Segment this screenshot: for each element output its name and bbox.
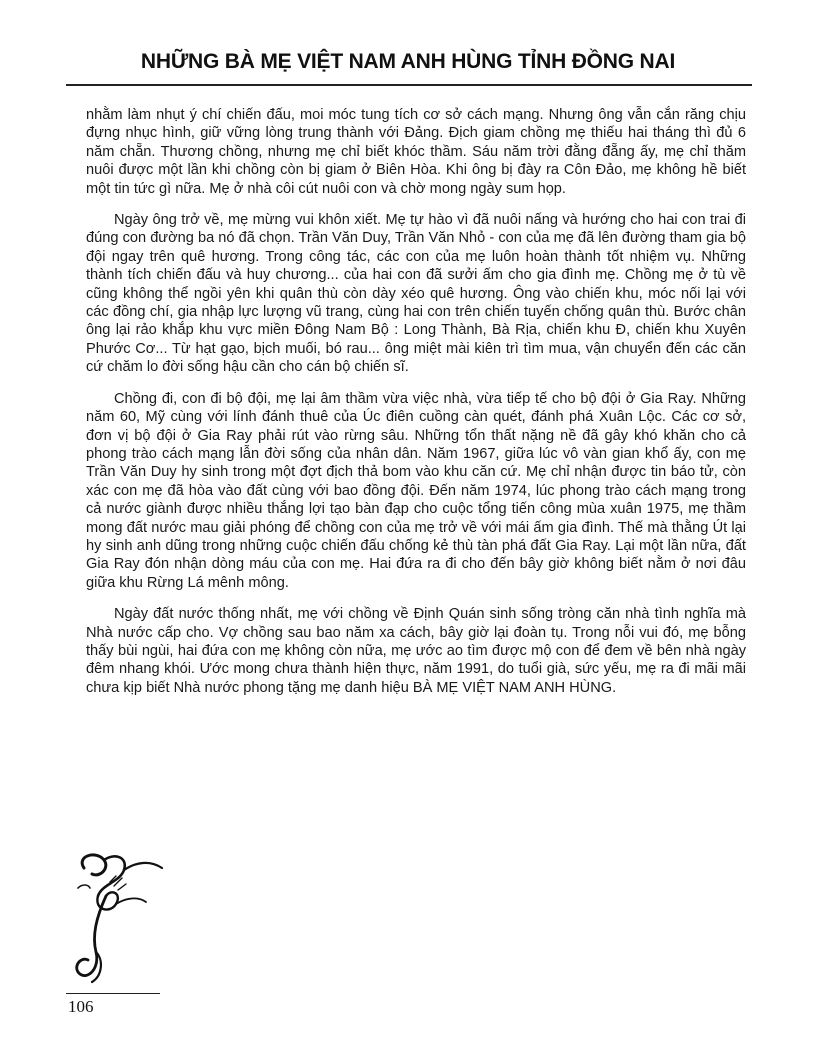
paragraph-3: Chồng đi, con đi bộ đội, mẹ lại âm thầm vừa việc nhà, vừa tiếp tế cho bộ đội ở Gia Ray. Những năm 60, Mỹ cùng với lính đánh thuê của Úc điên cuồng càn quét, đánh phá Xuân Lộc. Các cơ sở, đơn vị bộ đội ở Gia Ray phải rút vào rừng sâu. Những tổn thất nặng nề đã gây khó khăn cho cả phong trào cách mạng lẫn đời sống của nhân dân. Năm 1967, giữa lúc vô vàn gian khổ ấy, con mẹ Trần Văn Duy hy sinh trong một đợt địch thả bom vào khu căn cứ. Mẹ chỉ nhận được tin báo tử, còn xác con mẹ đã hòa vào đất cùng với bao đồng đội. Đến năm 1974, lúc phong trào cách mạng trong cả nước giành được nhiều thắng lợi tạo bàn đạp cho cuộc tổng tiến công mùa xuân 1975, mẹ thầm mong đất nước mau giải phóng để chồng con của mẹ trở về với mái ấm gia đình. Thế mà thằng Út lại hy sinh anh dũng trong những cuộc chiến đấu chống kẻ thù tàn phá đất Gia Ray. Lại một lần nữa, đất Gia Ray đón nhận dòng máu của con mẹ. Hai đứa ra đi cho đến bây giờ không biết nằm ở nơi đâu giữa khu Rừng Lá mênh mông. <box>86 390 746 591</box>
paragraph-4: Ngày đất nước thống nhất, mẹ với chồng về Định Quán sinh sống tròng căn nhà tình nghĩa mà Nhà nước cấp cho. Vợ chồng sau bao năm xa cách, bây giờ lại đoàn tụ. Trong nỗi vui đó, mẹ bỗng thấy bùi ngùi, hai đứa con mẹ không còn nữa, mẹ ước ao tìm được mộ con để đem về bên nhà ngày đêm nhang khói. Ước mong chưa thành hiện thực, năm 1991, do tuổi già, sức yếu, mẹ ra đi mãi mãi chưa kịp biết Nhà nước phong tặng mẹ danh hiệu BÀ MẸ VIỆT NAM ANH HÙNG. <box>86 606 746 696</box>
body-text <box>86 106 746 710</box>
paragraph-2: Ngày ông trở về, mẹ mừng vui khôn xiết. Mẹ tự hào vì đã nuôi nấng và hướng cho hai con trai đi đúng con đường ba nó đã chọn. Trần Văn Duy, Trần Văn Nhỏ - con của mẹ đã lên đường tham gia bộ đội ngay trên quê hương. Trong công tác, các con của mẹ luôn hoàn thành tốt nhiệm vụ. Những thành tích chiến đấu và huy chương... của hai con đã sưởi ấm cho gia đình mẹ. Chồng mẹ ở tù về cũng không thể ngồi yên khi quân thù còn dày xéo quê hương. Ông vào chiến khu, móc nối lại với các đồng chí, gia nhập lực lượng vũ trang, cùng hai con trên chiến tuyến chống quân thù. Bước chân ông lại rảo khắp khu vực miền Đông Nam Bộ : Long Thành, Bà Rịa, chiến khu Đ, chiến khu Xuyên Phước Cơ... Từ hạt gạo, bịch muối, bó rau... ông miệt mài kiên trì tìm mua, vận chuyển đến các căn cứ chăm lo đời sống hậu cần cho cán bộ chiến sĩ. <box>86 212 746 376</box>
page-number: 106 <box>68 997 94 1016</box>
running-header-title: NHỮNG BÀ MẸ VIỆT NAM ANH HÙNG TỈNH ĐỒNG NAI <box>140 50 676 73</box>
paragraph-1: nhằm làm nhụt ý chí chiến đấu, moi móc tung tích cơ sở cách mạng. Nhưng ông vẫn cắn răng chịu đựng nhục hình, giữ vững lòng trung thành với Đảng. Địch giam chồng mẹ thiếu hai tháng thì đủ 6 năm chẵn. Thương chồng, nhưng mẹ chỉ biết khóc thầm. Sáu năm trời đằng đẵng ấy, mẹ chỉ thăm nuôi được một lần khi chồng còn bị giam ở Biên Hòa. Khi ông bị đày ra Côn Đảo, mẹ không hề biết một tin tức gì nữa. Mẹ ở nhà côi cút nuôi con và chờ mong ngày sum họp. <box>86 107 746 197</box>
calligraphic-ornament-icon <box>66 848 176 988</box>
header-divider <box>66 84 752 86</box>
footer-divider <box>66 993 160 994</box>
